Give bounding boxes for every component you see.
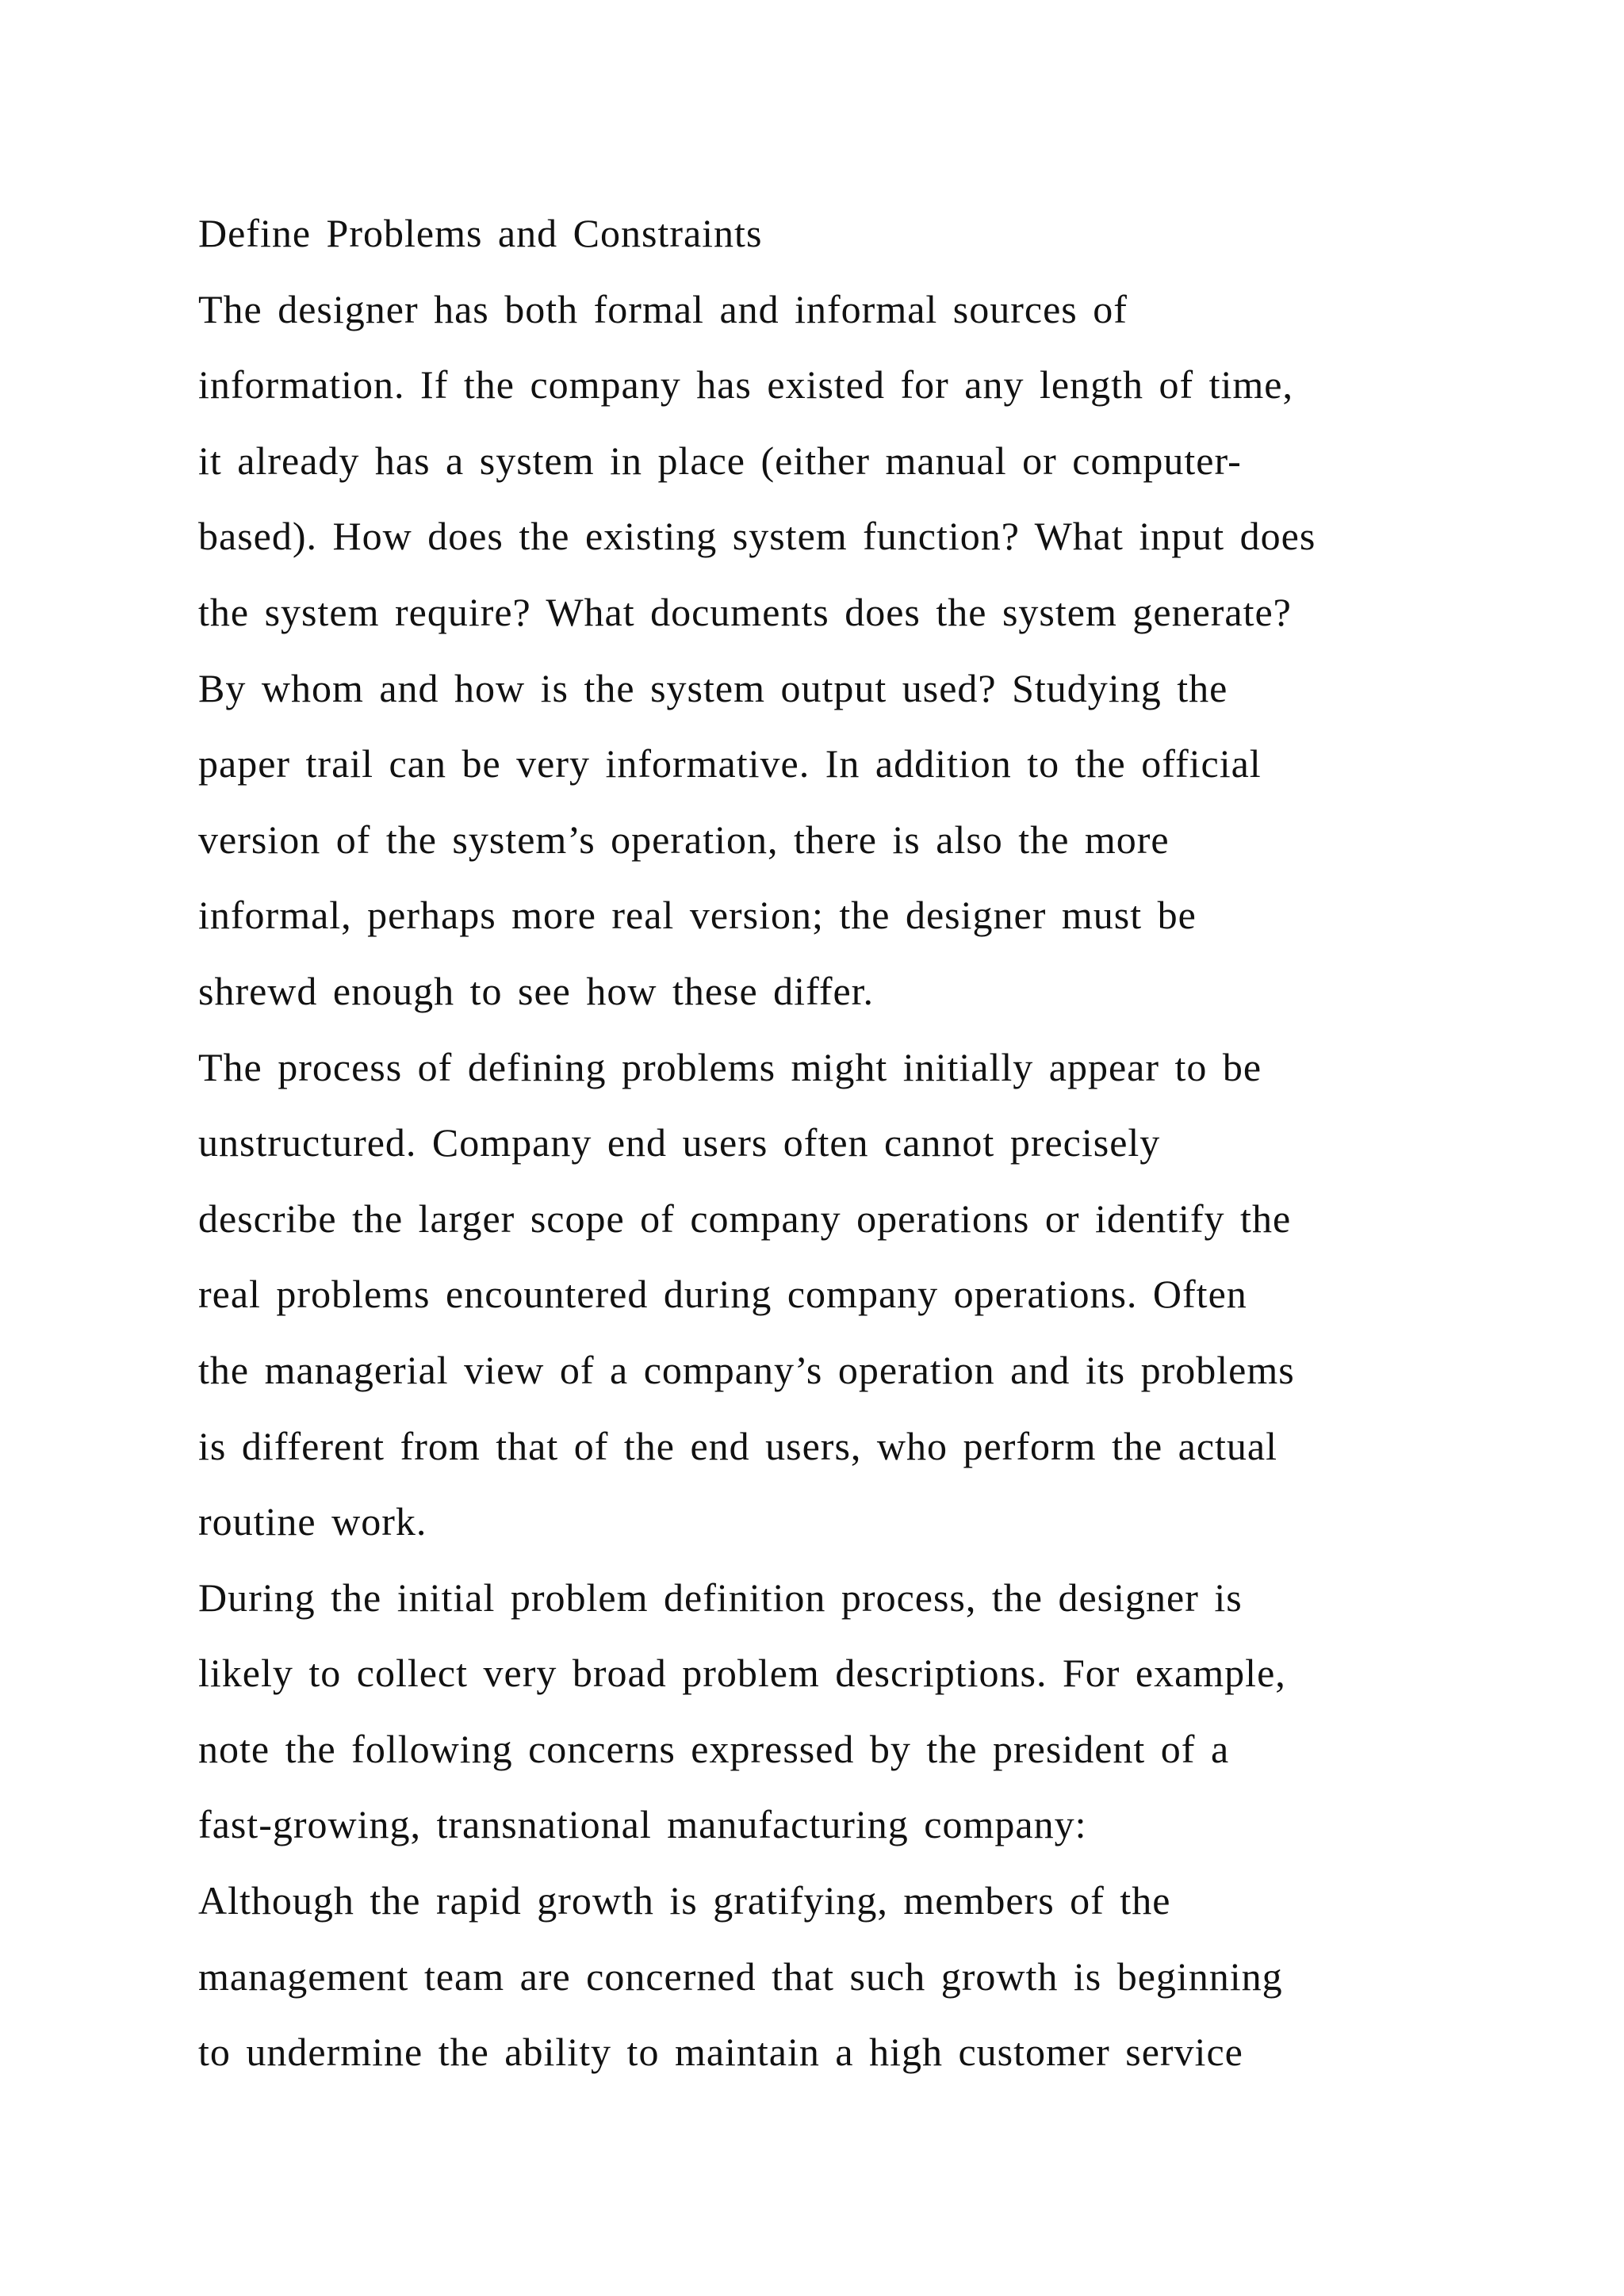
- text-line: it already has a system in place (either manual or computer-: [198, 438, 1242, 483]
- text-line: describe the larger scope of company operations or identify the: [198, 1196, 1292, 1241]
- text-line: By whom and how is the system output used? Studying the: [198, 665, 1228, 710]
- text-line: informal, perhaps more real version; the designer must be: [198, 893, 1197, 938]
- text-line: note the following concerns expressed by the president of a: [198, 1726, 1230, 1771]
- text-line: to undermine the ability to maintain a high customer service: [198, 2030, 1243, 2075]
- text-line: routine work.: [198, 1499, 427, 1544]
- text-line: the managerial view of a company’s operation and its problems: [198, 1347, 1295, 1392]
- text-line: The process of defining problems might initially appear to be: [198, 1044, 1262, 1089]
- text-line: shrewd enough to see how these differ.: [198, 968, 875, 1013]
- text-line: paper trail can be very informative. In addition to the official: [198, 741, 1262, 786]
- text-line: fast-growing, transnational manufacturing company:: [198, 1802, 1087, 1847]
- text-line: is different from that of the end users, who perform the actual: [198, 1423, 1278, 1468]
- text-line: based). How does the existing system function? What input does: [198, 514, 1316, 559]
- text-line: management team are concerned that such growth is beginning: [198, 1954, 1283, 1999]
- text-line: real problems encountered during company operations. Often: [198, 1272, 1247, 1317]
- text-line: information. If the company has existed for any length of time,: [198, 362, 1293, 408]
- text-line: During the initial problem definition process, the designer is: [198, 1575, 1243, 1620]
- text-line: unstructured. Company end users often cannot precisely: [198, 1120, 1161, 1165]
- text-line: the system require? What documents does the system generate?: [198, 589, 1292, 634]
- text-line: The designer has both formal and informal sources of: [198, 286, 1128, 331]
- text-line: version of the system’s operation, there is also the more: [198, 817, 1170, 862]
- body-text: [198, 196, 1499, 2091]
- section-heading: Define Problems and Constraints: [198, 211, 763, 255]
- text-line: Although the rapid growth is gratifying, members of the: [198, 1878, 1171, 1923]
- text-line: likely to collect very broad problem descriptions. For example,: [198, 1651, 1286, 1696]
